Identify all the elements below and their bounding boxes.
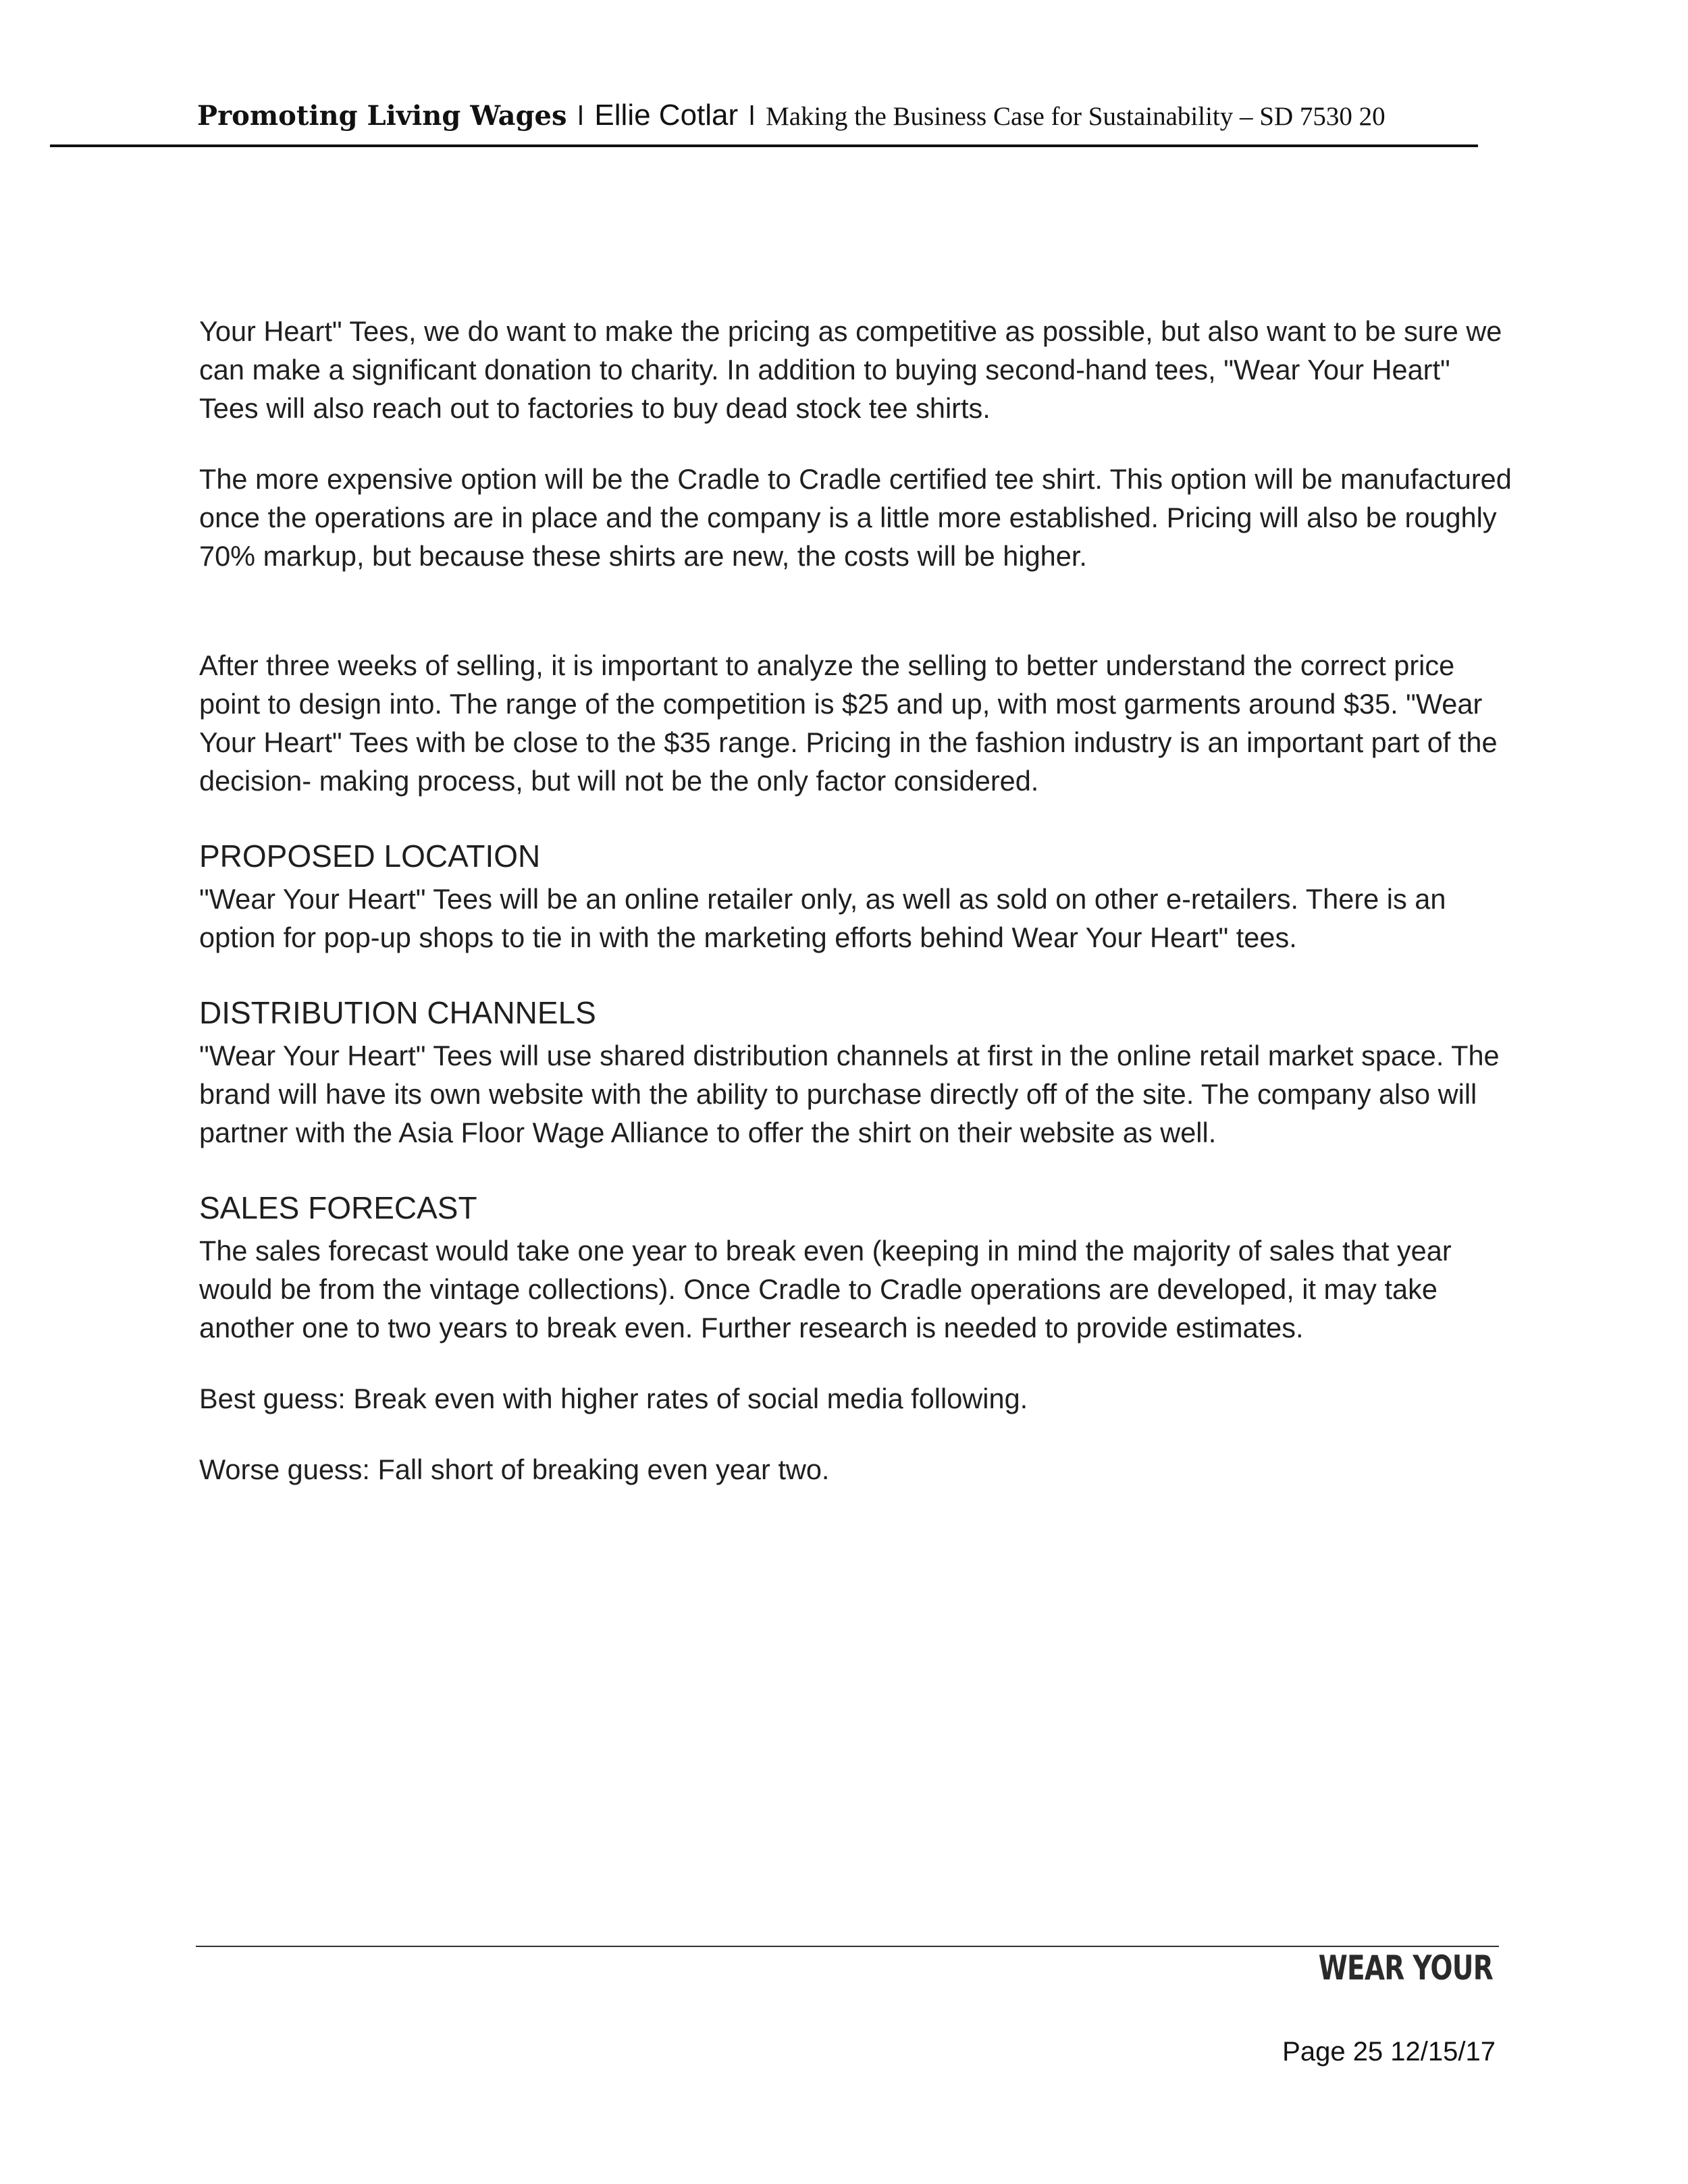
header-title: Promoting Living Wages [197,100,567,132]
distribution-heading: DISTRIBUTION CHANNELS [199,995,596,1030]
price-analysis-paragraph: After three weeks of selling, it is important to analyze the selling to better understand the correct price point to design into. The range of the competition is $25 and up, with most garments around $35. "Wear Your Heart" Tees with be close to the $35 range. Pricing in the fashion industry is an important part of the decision- making process, but will not be the only factor considered. [199,649,1498,797]
header-separator: l [577,101,584,131]
location-heading: PROPOSED LOCATION [199,838,541,874]
worse-guess: Worse guess: Fall short of breaking even year two. [199,1454,830,1485]
header-author: Ellie Cotlar [594,99,739,132]
brand-logo [1300,1944,1496,1992]
pricing-paragraph: Your Heart" Tees, we do want to make the pricing as competitive as possible, but also want to be sure we can make a significant donation to charity. In addition to buying second-hand tees, "Wear Your Heart" Tees will also reach out to factories to buy dead stock tee shirts. [199,315,1502,424]
logo-text: WEAR YOUR [1318,1948,1493,1988]
forecast-paragraph: The sales forecast would take one year to break even (keeping in mind the majority of sales that year would be from the vintage collections). Once Cradle to Cradle operations are developed, it may take another one to two years to break even. Further research is needed to provide estimates. [199,1235,1452,1343]
forecast-heading: SALES FORECAST [199,1190,477,1225]
location-paragraph: "Wear Your Heart" Tees will be an online retailer only, as well as sold on other e-retailers. There is an option for pop-up shops to tie in with the marketing efforts behind Wear Your Heart" tees. [199,883,1446,953]
header-course: Making the Business Case for Sustainability – SD 7530 20 [766,102,1386,131]
page-header [197,99,1386,132]
document-body [199,312,1512,1489]
distribution-paragraph: "Wear Your Heart" Tees will use shared distribution channels at first in the online retail market space. The brand will have its own website with the ability to purchase directly off of the site. The company also will partner with the Asia Floor Wage Alliance to offer the shirt on their website as well. [199,1040,1500,1148]
page-number: Page 25 12/15/17 [1282,2037,1496,2067]
header-separator: l [749,101,756,131]
header-divider [50,144,1478,147]
cradle-paragraph: The more expensive option will be the Cradle to Cradle certified tee shirt. This option will be manufactured once the operations are in place and the company is a little more established. Pricing will also be roughly 70% markup, but because these shirts are new, the costs will be higher. [199,463,1512,572]
best-guess: Best guess: Break even with higher rates of social media following. [199,1383,1028,1414]
